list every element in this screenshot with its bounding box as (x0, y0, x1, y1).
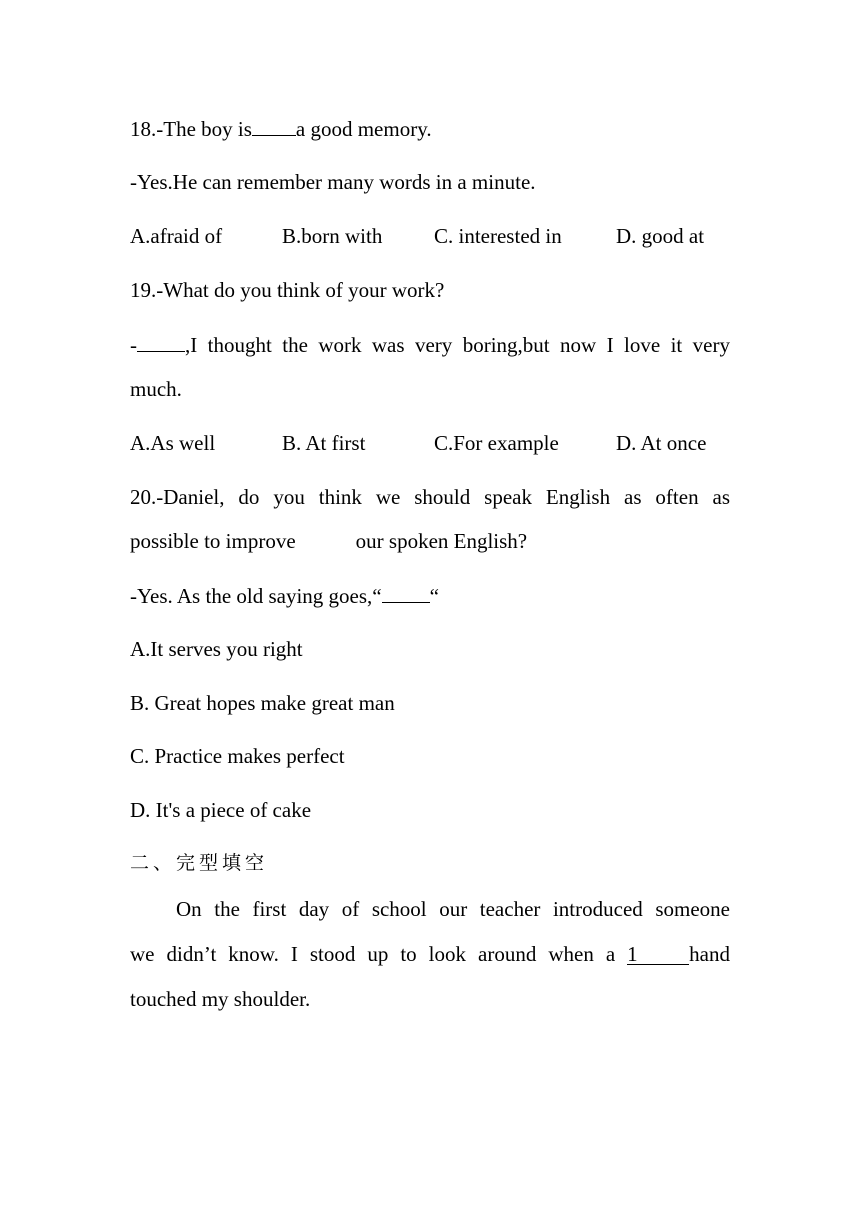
q20-reply (130, 582, 439, 609)
q18-stem-text: 18.-The boy is (130, 117, 252, 141)
q20-stem-text: possible to improve (130, 529, 296, 553)
q18-blank (252, 115, 296, 136)
q19-reply-dash: - (130, 333, 137, 357)
q20-stem-text-end: our spoken English? (355, 529, 528, 553)
q20-stem-line1: 20.-Daniel, do you think we should speak English as often as (130, 485, 730, 509)
q20-stem-line2 (130, 528, 527, 554)
q18-option-c: C. interested in (434, 224, 562, 248)
q19-option-a: A.As well (130, 431, 216, 455)
q20-reply-quote: “ (429, 584, 439, 608)
section2-para-text-end: hand (689, 942, 730, 966)
q20-option-a: A.It serves you right (130, 637, 303, 661)
section2-para-line3: touched my shoulder. (130, 987, 311, 1011)
q20-blank (382, 582, 430, 603)
q19-option-d: D. At once (616, 431, 707, 455)
q19-blank (137, 331, 185, 352)
section2-para-line1: On the first day of school our teacher introduced someone (176, 897, 730, 921)
section2-para-line2 (130, 941, 730, 967)
q18-option-a: A.afraid of (130, 224, 223, 248)
q18-stem (130, 115, 432, 142)
q18-option-d: D. good at (616, 224, 705, 248)
q20-option-d: D. It's a piece of cake (130, 798, 312, 822)
q19-option-c: C.For example (434, 431, 559, 455)
q20-reply-text: -Yes. As the old saying goes,“ (130, 584, 382, 608)
q19-reply-text: ,I thought the work was very boring,but now I love it very (185, 333, 730, 357)
q20-option-c: C. Practice makes perfect (130, 744, 345, 768)
q18-stem-text-end: a good memory. (295, 117, 432, 141)
cloze-blank-1: 1 (627, 944, 689, 965)
q18-options (130, 223, 730, 249)
q19-reply-line2: much. (130, 377, 182, 401)
q18-reply: -Yes.He can remember many words in a minute. (130, 170, 536, 194)
section2-heading: 二、完型填空 (130, 852, 269, 874)
q18-option-b: B.born with (282, 224, 383, 248)
q19-stem: 19.-What do you think of your work? (130, 278, 445, 302)
q19-option-b: B. At first (282, 431, 366, 455)
section2-para-text: we didn’t know. I stood up to look around when a (130, 942, 616, 966)
q19-options (130, 430, 730, 456)
q19-reply-line1 (130, 331, 730, 358)
q20-option-b: B. Great hopes make great man (130, 691, 395, 715)
